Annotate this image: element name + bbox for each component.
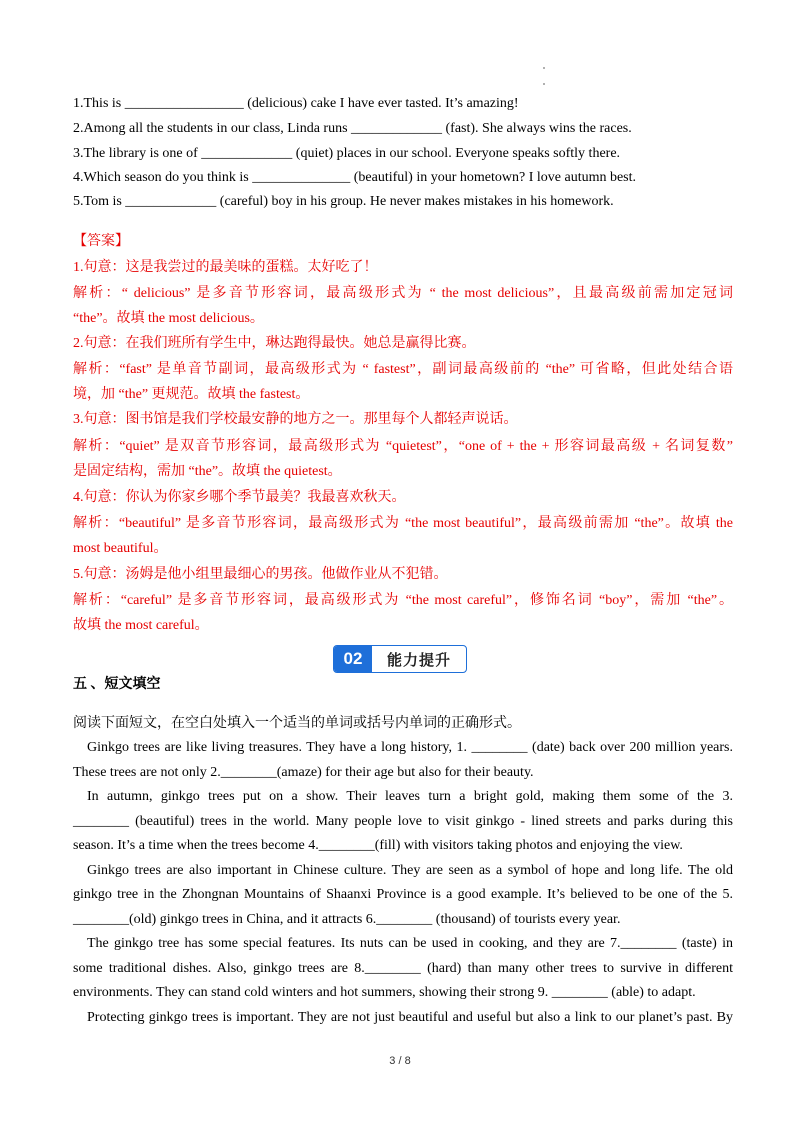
passage-line: Protecting ginkgo trees is important. They are not just beautiful and useful but also a link to our planet’s past. By [87,1010,733,1025]
corner-mark [543,67,545,69]
passage-line: some traditional dishes. Also, ginkgo trees are 8.________ (hard) than many other trees to survive in different [73,961,733,976]
answer-line: 3.句意：图书馆是我们学校最安静的地方之一。那里每个人都轻声说话。 [73,412,518,427]
passage-line: Ginkgo trees are like living treasures. They have a long history, 1. ________ (date) back over 200 million years. [87,740,733,755]
answer-line: 4.句意：你认为你家乡哪个季节最美？我最喜欢秋天。 [73,490,406,505]
corner-mark [543,83,545,85]
exercise-line: 3.The library is one of _____________ (quiet) places in our school. Everyone speaks softly there. [73,146,621,161]
answer-line: 2.句意：在我们班所有学生中，琳达跑得最快。她总是赢得比赛。 [73,336,476,351]
answer-line: 解析：“fast” 是单音节副词，最高级形式为 “ fastest”，副词最高级前的 “the” 可省略，但此处结合语 [73,362,733,377]
passage-line: The ginkgo tree has some special features. Its nuts can be used in cooking, and they are 7.________ (taste) in [87,936,733,951]
badge-label: 能力提升 [386,650,451,669]
passage-line: season. It’s a time when the trees become 4.________(fill) with visitors taking photos and enjoying the view. [73,838,683,853]
page-number: 3 / 8 [389,1055,411,1067]
exercise-line: 2.Among all the students in our class, Linda runs _____________ (fast). She always wins the races. [73,121,632,136]
answer-line: “the”。故填 the most delicious。 [73,311,264,326]
passage-line: These trees are not only 2.________(amaze) for their age but also for their beauty. [73,765,534,780]
passage-line: environments. They can stand cold winters and hot summers, showing their strong 9. ________ (able) to adapt. [73,985,696,1000]
answer-line: 解析：“quiet” 是双音节形容词，最高级形式为 “quietest”，“one of + the + 形容词最高级 + 名词复数” [73,439,733,454]
section-badge [333,645,467,673]
answer-line: 是固定结构，需加 “the”。故填 the quietest。 [73,464,342,479]
exercise-line: 5.Tom is _____________ (careful) boy in his group. He never makes mistakes in his homework. [73,194,614,209]
answer-line: 境，加 “the” 更规范。故填 the fastest。 [73,387,310,402]
answer-heading: 【答案】 [73,234,129,249]
passage-line: ________(old) ginkgo trees in China, and it attracts 6.________ (thousand) of tourists every year. [73,912,621,927]
passage-line: ________ (beautiful) trees in the world. Many people love to visit ginkgo - lined streets and parks during this [73,814,733,829]
passage-line: ginkgo tree in the Zhongnan Mountains of Shaanxi Province is a good example. It’s believed to be one of the 5. [73,887,733,902]
answer-line: most beautiful。 [73,541,168,556]
exercise-line: 4.Which season do you think is ______________ (beautiful) in your hometown? I love autumn best. [73,170,637,185]
badge-number: 02 [334,646,372,672]
exercise-line: 1.This is _________________ (delicious) cake I have ever tasted. It’s amazing! [73,96,519,111]
answer-line: 1.句意：这是我尝过的最美味的蛋糕。太好吃了！ [73,260,378,275]
answer-line: 解析：“beautiful” 是多音节形容词，最高级形式为 “the most beautiful”，最高级前需加 “the”。故填 the [73,516,733,531]
section-title: 五 、短文填空 [73,677,161,692]
answer-line: 解析：“ delicious” 是多音节形容词，最高级形式为 “ the most delicious”，且最高级前需加定冠词 [73,286,733,301]
answer-line: 故填 the most careful。 [73,618,209,633]
instruction: 阅读下面短文，在空白处填入一个适当的单词或括号内单词的正确形式。 [73,716,521,731]
answer-line: 解析：“careful” 是多音节形容词，最高级形式为 “the most careful”，修饰名词 “boy”，需加 “the”。 [73,593,733,608]
passage-line: Ginkgo trees are also important in Chinese culture. They are seen as a symbol of hope and long life. The old [87,863,733,878]
passage-line: In autumn, ginkgo trees put on a show. Their leaves turn a bright gold, making them some of the 3. [87,789,733,804]
answer-line: 5.句意：汤姆是他小组里最细心的男孩。他做作业从不犯错。 [73,567,448,582]
